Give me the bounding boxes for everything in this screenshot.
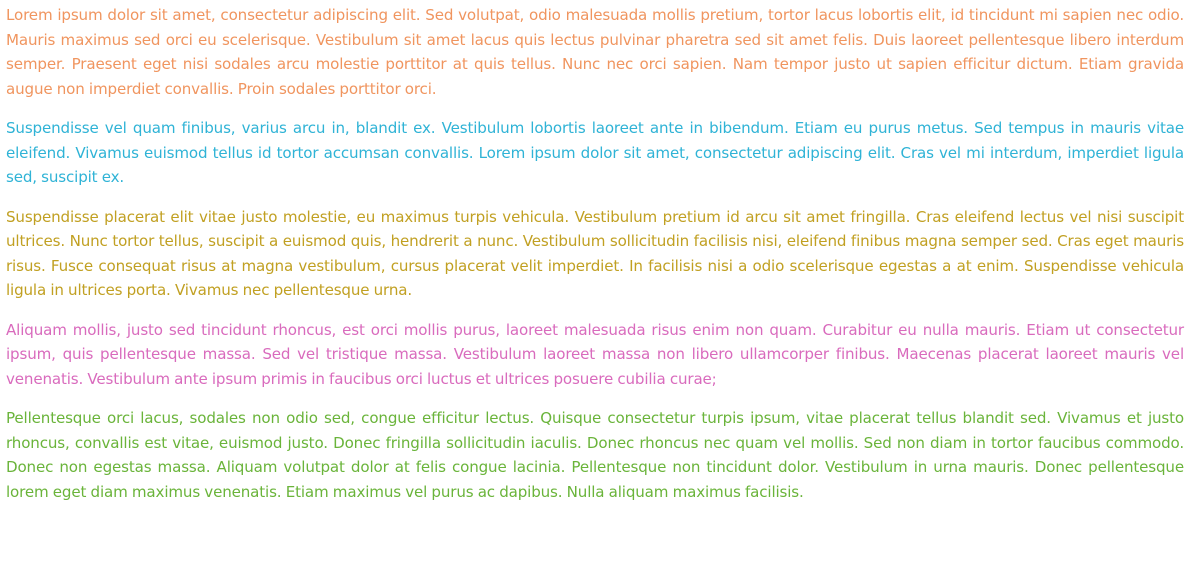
paragraph-4: Aliquam mollis, justo sed tincidunt rhoncus, est orci mollis purus, laoreet malesuada risus enim non quam. Curabitur eu nulla mauris. Etiam ut consectetur ipsum, quis pellentesque massa. Sed vel tristique massa. Vestibulum laoreet massa non libero ullamcorper finibus. Maecenas placerat laoreet mauris vel venenatis. Vestibulum ante ipsum primis in faucibus orci luctus et ultrices posuere cubilia curae;	[6, 320, 1184, 388]
paragraph-3: Suspendisse placerat elit vitae justo molestie, eu maximus turpis vehicula. Vestibulum pretium id arcu sit amet fringilla. Cras eleifend lectus vel nisi suscipit ultrices. Nunc tortor tellus, suscipit a euismod quis, hendrerit a nunc. Vestibulum sollicitudin facilisis nisi, eleifend finibus magna semper sed. Cras eget mauris risus. Fusce consequat risus at magna vestibulum, cursus placerat velit imperdiet. In facilisis nisi a odio scelerisque egestas a at enim. Suspendisse vehicula ligula in ultrices porta. Vivamus nec pellentesque urna.	[6, 207, 1184, 299]
paragraph-5: Pellentesque orci lacus, sodales non odio sed, congue efficitur lectus. Quisque consectetur turpis ipsum, vitae placerat tellus blandit sed. Vivamus et justo rhoncus, convallis est vitae, euismod justo. Donec fringilla sollicitudin iaculis. Donec rhoncus nec quam vel mollis. Sed non diam in tortor faucibus commodo. Donec non egestas massa. Aliquam volutpat dolor at felis congue lacinia. Pellentesque non tincidunt dolor. Vestibulum in urna mauris. Donec pellentesque lorem eget diam maximus venenatis. Etiam maximus vel purus ac dapibus. Nulla aliquam maximus facilisis.	[6, 409, 1184, 501]
paragraph-1: Lorem ipsum dolor sit amet, consectetur adipiscing elit. Sed volutpat, odio malesuada mollis pretium, tortor lacus lobortis elit, id tincidunt mi sapien nec odio. Mauris maximus sed orci eu scelerisque. Vestibulum sit amet lacus quis lectus pulvinar pharetra sed sit amet felis. Duis laoreet pellentesque libero interdum semper. Praesent eget nisi sodales arcu molestie porttitor at quis tellus. Nunc nec orci sapien. Nam tempor justo ut sapien efficitur dictum. Etiam gravida augue non imperdiet convallis. Proin sodales porttitor orci.	[6, 6, 1184, 98]
document-body	[6, 3, 1184, 504]
paragraph-2: Suspendisse vel quam finibus, varius arcu in, blandit ex. Vestibulum lobortis laoreet ante in bibendum. Etiam eu purus metus. Sed tempus in mauris vitae eleifend. Vivamus euismod tellus id tortor accumsan convallis. Lorem ipsum dolor sit amet, consectetur adipiscing elit. Cras vel mi interdum, imperdiet ligula sed, suscipit ex.	[6, 119, 1184, 186]
